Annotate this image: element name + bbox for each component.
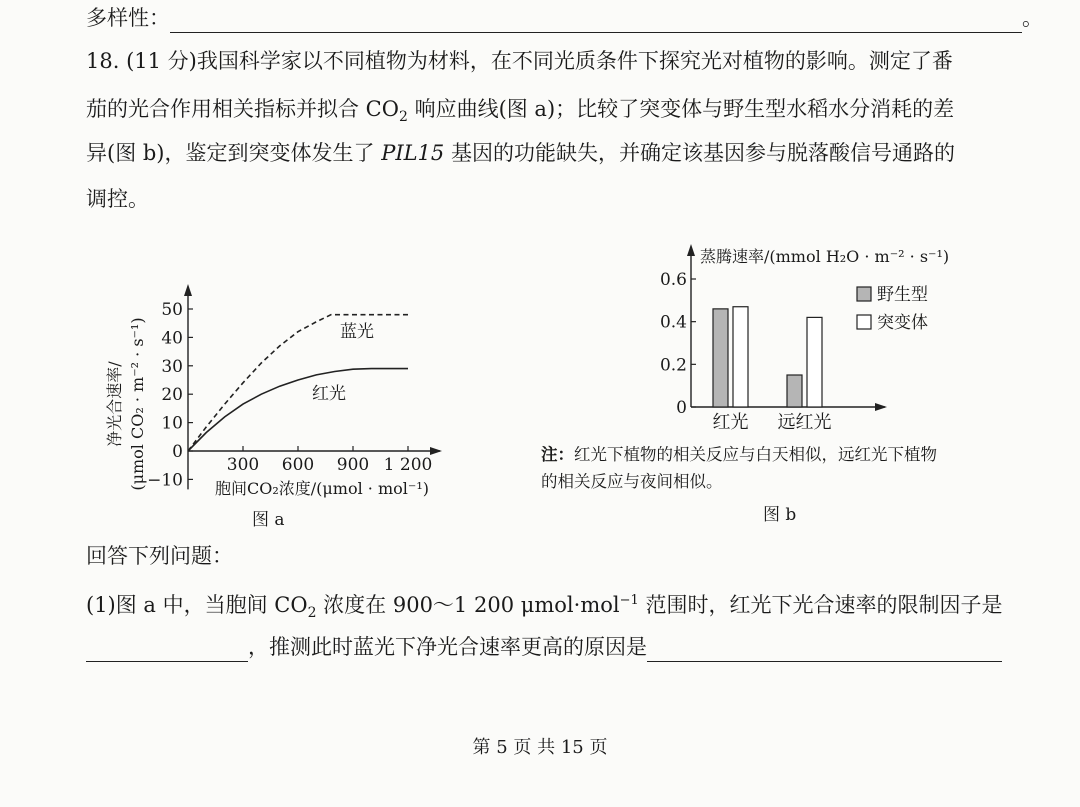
figure-b-caption: 图 b bbox=[763, 505, 797, 525]
y-tick-label: 40 bbox=[161, 328, 183, 349]
figure-a-ticks bbox=[147, 300, 432, 490]
figure-b-chart bbox=[650, 236, 1010, 436]
sub-q1-sup: −1 bbox=[619, 593, 639, 608]
x-category-label: 红光 bbox=[712, 412, 749, 433]
question-number: 18. bbox=[86, 49, 120, 73]
gene-name: PIL15 bbox=[381, 141, 445, 165]
figure-a-series bbox=[188, 315, 408, 451]
answer-intro: 回答下列问题： bbox=[86, 544, 233, 568]
question-text-3b: 基因的功能缺失，并确定该基因参与脱落酸信号通路的 bbox=[444, 141, 955, 165]
figure-a-xlabel: 胞间CO₂浓度/(μmol · mol⁻¹) bbox=[214, 479, 430, 498]
y-tick-label: 20 bbox=[161, 385, 183, 406]
note-line-1: 红光下植物的相关反应与白天相似，远红光下植物 bbox=[574, 445, 937, 464]
bar-wild-0 bbox=[713, 309, 728, 407]
figure-b-bars bbox=[713, 307, 822, 407]
question-18-line-3 bbox=[86, 138, 955, 168]
prev-question-diversity-line bbox=[86, 3, 1043, 33]
note-label: 注： bbox=[541, 445, 574, 464]
question-text-2b: 响应曲线(图 a)；比较了突变体与野生型水稻水分消耗的差 bbox=[407, 97, 955, 121]
sub-q1-text-3: 范围时，红光下光合速率的限制因子是 bbox=[638, 593, 1003, 617]
legend-label-wild: 野生型 bbox=[877, 285, 928, 305]
y-tick-label: 30 bbox=[161, 356, 183, 377]
x-tick-label: 1 200 bbox=[383, 455, 433, 475]
figure-b-ylabel: 蒸腾速率/(mmol H₂O · m⁻² · s⁻¹) bbox=[700, 247, 950, 266]
figure-a-chart bbox=[96, 278, 466, 500]
bar-wild-1 bbox=[787, 375, 802, 407]
y-tick-label: 0.2 bbox=[659, 355, 687, 376]
legend-label-mutant: 突变体 bbox=[877, 313, 928, 333]
question-text-2a: 茄的光合作用相关指标并拟合 CO bbox=[86, 97, 399, 121]
x-tick-label: 300 bbox=[226, 455, 260, 475]
question-18-line-1 bbox=[86, 46, 953, 76]
x-tick-label: 600 bbox=[281, 455, 315, 475]
bar-mutant-0 bbox=[733, 307, 748, 407]
answer-blank-diversity[interactable] bbox=[170, 10, 1022, 33]
prev-question-end-mark: 。 bbox=[1022, 6, 1043, 30]
question-18-line-4 bbox=[86, 184, 149, 214]
question-text-3a: 异(图 b)，鉴定到突变体发生了 bbox=[86, 141, 382, 165]
question-18-line-2 bbox=[86, 94, 954, 132]
series-line-blue bbox=[188, 315, 408, 451]
bar-mutant-1 bbox=[807, 317, 822, 407]
answer-blank-limiting-factor[interactable] bbox=[86, 639, 248, 662]
x-axis-arrow bbox=[430, 447, 442, 455]
prev-question-label: 多样性： bbox=[86, 6, 170, 30]
y-tick-label: 0.6 bbox=[659, 270, 687, 290]
x-category-label: 远红光 bbox=[777, 412, 832, 433]
question-score: (11 分) bbox=[126, 49, 197, 73]
figure-a-ylabel-line1: 净光合速率/ bbox=[105, 361, 124, 447]
y-axis-arrow bbox=[184, 284, 192, 296]
figure-a-ylabel-line2: (μmol CO₂ · m⁻² · s⁻¹) bbox=[128, 317, 147, 491]
y-tick-label: 0.4 bbox=[659, 312, 687, 333]
y-tick-label: −10 bbox=[147, 470, 183, 491]
sub-question-1-line-2 bbox=[86, 632, 1002, 662]
x-tick-label: 900 bbox=[336, 455, 370, 475]
question-text-4: 调控。 bbox=[86, 187, 149, 211]
figure-b-note bbox=[541, 441, 1051, 495]
sub-q1-text-2: 浓度在 900～1 200 μmol·mol bbox=[316, 593, 620, 617]
y-tick-label: 0 bbox=[172, 442, 183, 462]
answer-blank-reason[interactable] bbox=[647, 639, 1002, 662]
sub-q1-text-4: ，推测此时蓝光下净光合速率更高的原因是 bbox=[248, 635, 647, 659]
curve-label-red: 红光 bbox=[312, 384, 346, 404]
sub-question-1-line-1 bbox=[86, 586, 1002, 628]
page-footer: 第 5 页 共 15 页 bbox=[472, 737, 608, 758]
note-line-2: 的相关反应与夜间相似。 bbox=[541, 472, 723, 491]
question-text-2-sub: 2 bbox=[398, 109, 408, 126]
figure-a-caption: 图 a bbox=[252, 510, 285, 530]
y-axis-arrow bbox=[687, 244, 695, 256]
x-axis-arrow bbox=[875, 403, 887, 411]
y-tick-label: 10 bbox=[161, 413, 183, 434]
curve-label-blue: 蓝光 bbox=[340, 322, 374, 342]
legend-swatch-wild bbox=[857, 287, 871, 301]
y-tick-label: 50 bbox=[161, 300, 183, 320]
legend-swatch-mutant bbox=[857, 315, 871, 329]
sub-q1-sub: 2 bbox=[307, 605, 317, 622]
sub-q1-text-1: (1)图 a 中，当胞间 CO bbox=[86, 593, 308, 617]
question-text-1: 我国科学家以不同植物为材料，在不同光质条件下探究光对植物的影响。测定了番 bbox=[196, 49, 953, 73]
y-tick-label: 0 bbox=[676, 398, 687, 418]
